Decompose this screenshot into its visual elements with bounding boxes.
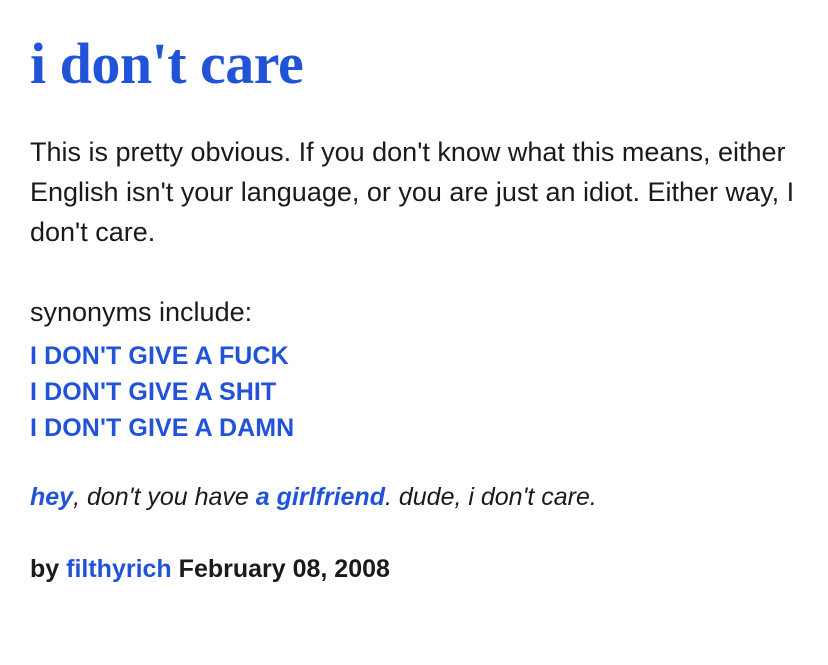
synonym-link-1[interactable]: I DON'T GIVE A FUCK [30, 341, 289, 370]
list-item [30, 338, 798, 374]
byline [30, 555, 798, 584]
list-item [30, 410, 798, 446]
synonym-link-2[interactable]: I DON'T GIVE A SHIT [30, 377, 277, 406]
example-text-mid: , don't you have [73, 482, 256, 511]
example-link-hey[interactable]: hey [30, 482, 74, 511]
entry-title[interactable]: i don't care [30, 31, 304, 96]
example-text-tail: . dude, i don't care. [384, 482, 597, 511]
synonym-link-3[interactable]: I DON'T GIVE A DAMN [30, 413, 295, 442]
byline-date: February 08, 2008 [178, 554, 390, 583]
definition-text: This is pretty obvious. If you don't know what this means, either English isn't your language, or you are just an idiot. Either way, I don't care. [30, 136, 795, 247]
byline-by-word: by [30, 554, 60, 583]
example-usage [30, 480, 798, 515]
synonyms-intro-label: synonyms include: [30, 296, 253, 327]
example-link-a-girlfriend[interactable]: a girlfriend [255, 482, 385, 511]
list-item [30, 374, 798, 410]
byline-author-link[interactable]: filthyrich [66, 554, 172, 583]
synonym-list [30, 338, 798, 446]
